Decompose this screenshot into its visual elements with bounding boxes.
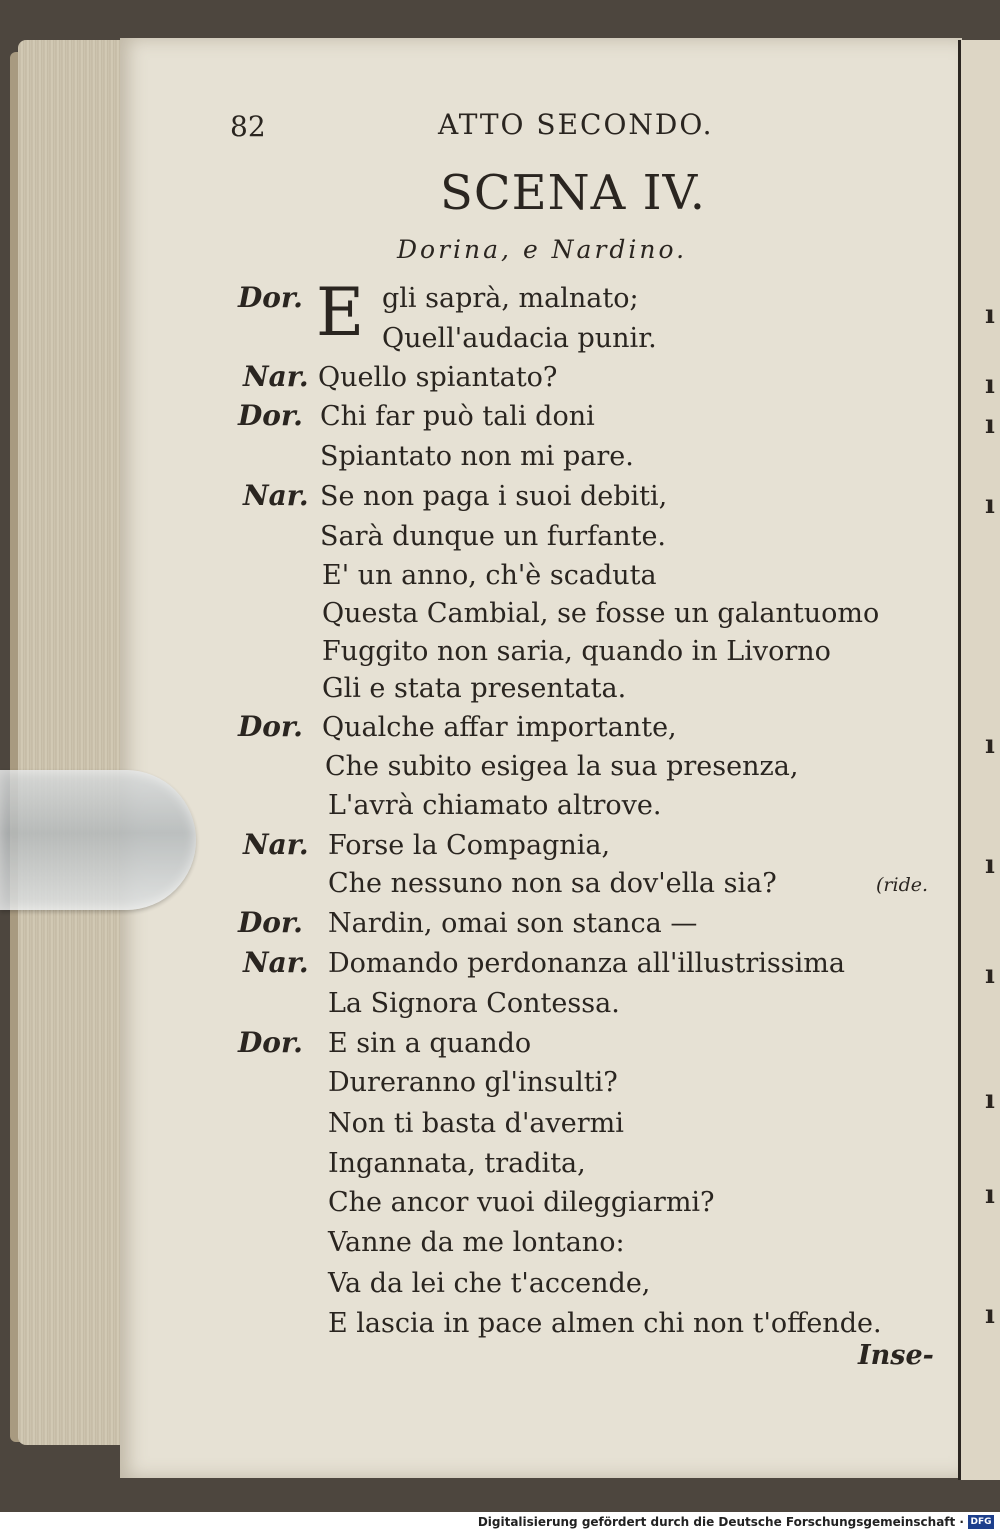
scene-characters: Dorina, e Nardino.	[397, 235, 688, 264]
verse-line: Domando perdonanza all'illustrissima	[328, 948, 845, 979]
verse-line: Questa Cambial, se fosse un galantuomo	[322, 598, 880, 629]
facing-page-text-fragment: ı	[985, 1300, 995, 1330]
verse-line: Qualche affar importante,	[322, 712, 677, 743]
footer-credit: Digitalisierung gefördert durch die Deutsche Forschungsgemeinschaft ·	[477, 1515, 964, 1529]
verse-line: E' un anno, ch'è scaduta	[322, 560, 657, 591]
speaker-label: Dor.	[238, 281, 303, 314]
page-clip	[0, 770, 196, 910]
verse-line: Sarà dunque un furfante.	[320, 521, 667, 552]
speaker-label: Nar.	[243, 360, 309, 393]
verse-line: Che nessuno non sa dov'ella sia?	[328, 868, 777, 899]
speaker-label: Dor.	[238, 399, 303, 432]
verse-line: Chi far può tali doni	[320, 401, 595, 432]
verse-line: La Signora Contessa.	[328, 988, 620, 1019]
verse-line: Se non paga i suoi debiti,	[320, 481, 668, 512]
verse-line: Forse la Compagnia,	[328, 830, 611, 861]
verse-line: Che subito esigea la sua presenza,	[325, 751, 799, 782]
dfg-logo: DFG	[968, 1515, 994, 1529]
page-number: 82	[230, 110, 266, 143]
verse-line: Quello spiantato?	[318, 362, 558, 393]
verse-line: Ingannata, tradita,	[328, 1148, 586, 1179]
verse-line: Va da lei che t'accende,	[328, 1268, 651, 1299]
verse-line: Quell'audacia punir.	[382, 323, 657, 354]
verse-line: gli saprà, malnato;	[382, 283, 639, 314]
verse-line: E sin a quando	[328, 1028, 532, 1059]
running-head: ATTO SECONDO.	[438, 108, 714, 141]
facing-page-text-fragment: ı	[985, 410, 995, 440]
speaker-label: Dor.	[238, 906, 303, 939]
speaker-label: Nar.	[243, 946, 309, 979]
verse-line: Non ti basta d'avermi	[328, 1108, 624, 1139]
stage-direction: (ride.	[876, 874, 929, 896]
verse-line: E lascia in pace almen chi non t'offende.	[328, 1308, 882, 1339]
verse-line: L'avrà chiamato altrove.	[328, 790, 662, 821]
speaker-label: Dor.	[238, 710, 303, 743]
verse-line: Fuggito non saria, quando in Livorno	[322, 636, 831, 667]
verse-line: Dureranno gl'insulti?	[328, 1067, 618, 1098]
facing-page-edge	[958, 40, 1000, 1480]
facing-page-text-fragment: ı	[985, 300, 995, 330]
facing-page-text-fragment: ı	[985, 960, 995, 990]
facing-page-text-fragment: ı	[985, 850, 995, 880]
catchword: Inse-	[858, 1340, 934, 1371]
facing-page-text-fragment: ı	[985, 1180, 995, 1210]
verse-line: Gli e stata presentata.	[322, 673, 627, 704]
drop-cap-initial: E	[316, 274, 365, 351]
facing-page-text-fragment: ı	[985, 490, 995, 520]
facing-page-text-fragment: ı	[985, 370, 995, 400]
verse-line: Spiantato non mi pare.	[320, 441, 634, 472]
speaker-label: Dor.	[238, 1026, 303, 1059]
scene-title: SCENA IV.	[440, 165, 707, 221]
speaker-label: Nar.	[243, 828, 309, 861]
verse-line: Che ancor vuoi dileggiarmi?	[328, 1187, 715, 1218]
facing-page-text-fragment: ı	[985, 730, 995, 760]
facing-page-text-fragment: ı	[985, 1085, 995, 1115]
verse-line: Vanne da me lontano:	[328, 1227, 625, 1258]
verse-line: Nardin, omai son stanca —	[328, 908, 698, 939]
speaker-label: Nar.	[243, 479, 309, 512]
